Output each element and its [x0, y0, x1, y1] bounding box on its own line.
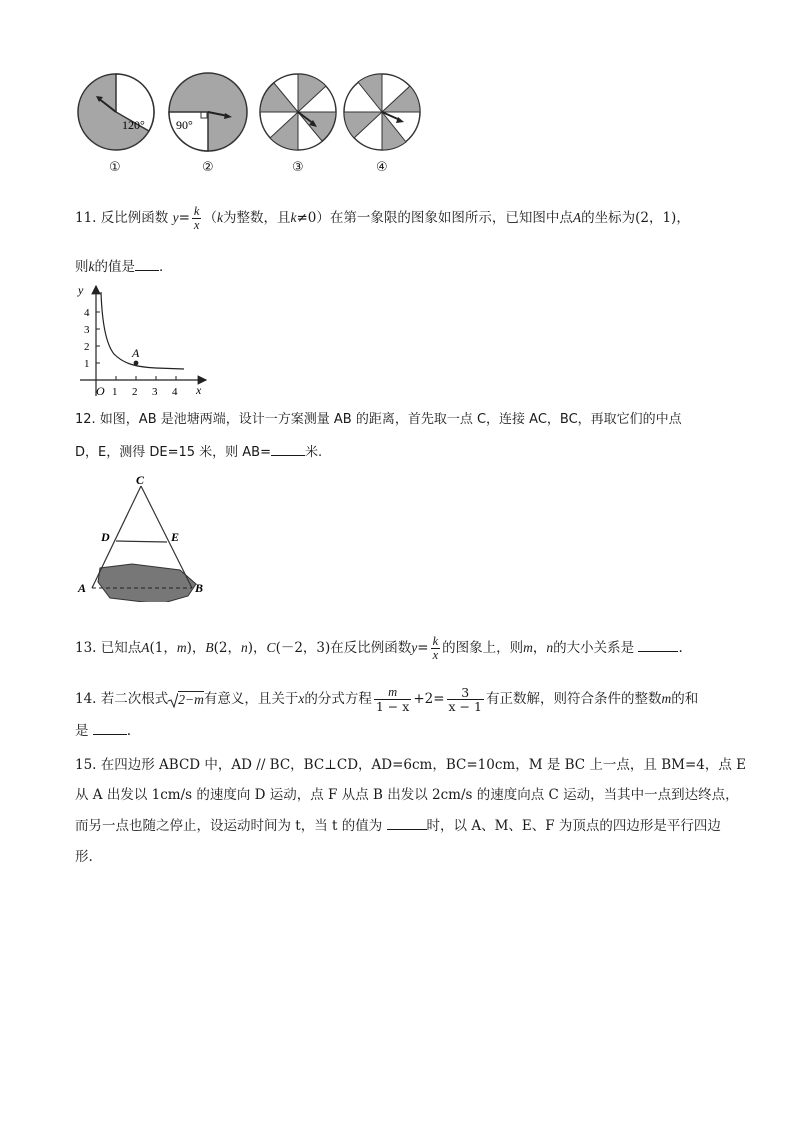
pond-triangle-figure: [70, 472, 220, 602]
question-11-line-1: [75, 205, 690, 232]
label-D: D: [101, 530, 110, 544]
inverse-function-graph: [76, 282, 216, 400]
q14-text-is: 是: [75, 723, 89, 739]
hyperbola-curve: [101, 292, 184, 369]
x-axis-label: x: [196, 383, 202, 397]
q11-text-value: 的值是: [94, 259, 135, 275]
x-tick-label: 1: [112, 386, 118, 398]
spinner-4: [344, 74, 420, 150]
answer-blank: [638, 639, 678, 652]
q14-text-3: 的分式方程: [304, 691, 372, 707]
q14-text-6: 的和: [671, 691, 699, 707]
fraction-k-over-x: [192, 205, 202, 232]
var-A: A: [141, 640, 150, 655]
angle-90-label: 90°: [176, 118, 193, 132]
spinner-figures: [70, 68, 430, 160]
y-tick-label: 2: [84, 341, 90, 353]
y-tick-label: 3: [84, 324, 90, 336]
answer-blank: [93, 722, 127, 735]
spinner-label-2: ②: [202, 160, 214, 175]
frac-denominator: x − 1: [448, 699, 482, 714]
x-tick-label: 4: [172, 386, 178, 398]
q13-text-1: 13. 已知点: [75, 640, 142, 656]
frac-denominator: x: [432, 648, 439, 662]
frac-numerator: 3: [461, 685, 470, 700]
spinner-label-3: ③: [292, 160, 304, 175]
x-tick-label: 2: [132, 386, 138, 398]
q11-text-1: 反比例函数: [100, 210, 169, 226]
origin-label: O: [96, 384, 105, 398]
var-m: m: [661, 691, 672, 706]
y-axis-label: y: [78, 283, 84, 297]
q13-text-4: (2，: [213, 640, 242, 656]
fraction-k-over-x: [431, 635, 441, 662]
frac-denominator: x: [193, 218, 200, 232]
var-k: k: [88, 259, 95, 274]
label-E: E: [171, 530, 180, 544]
q13-period: .: [678, 640, 683, 656]
q13-text-5: )，: [247, 640, 267, 656]
frac-numerator: k: [193, 204, 200, 218]
question-12-line-2: [75, 443, 322, 462]
question-15-line-3: [75, 817, 721, 835]
question-15-line-4: 形.: [75, 849, 93, 865]
q11-paren: （: [203, 210, 217, 226]
q15-text-a: 而另一点也随之停止，设运动时间为 t，当 t 的值为: [75, 818, 383, 834]
q14-text-1: 14. 若二次根式: [75, 691, 169, 707]
frac-numerator: m: [388, 685, 398, 699]
q13-text-8: ，: [532, 640, 547, 656]
question-11-line-2: [75, 258, 173, 276]
var-m: m: [176, 640, 187, 655]
point-A-label: A: [132, 346, 140, 360]
q14-text-2: 有意义，且关于: [203, 691, 299, 707]
label-C: C: [136, 473, 145, 487]
frac-denominator: 1 − x: [375, 699, 410, 714]
q13-text-9: 的大小关系是: [553, 640, 635, 656]
q12-text: D，E，测得 DE=15 米，则 AB=: [75, 445, 271, 460]
question-14-line-2: [75, 722, 131, 740]
question-15-line-2: 从 A 出发以 1cm/s 的速度向 D 运动，点 F 从点 B 出发以 2cm/s 的速度向点 C 运动，当其中一点到达终点，: [75, 787, 739, 803]
q11-text-5: 的坐标为(2，1)，: [581, 210, 690, 226]
answer-blank: [135, 258, 159, 271]
question-13: [75, 635, 683, 662]
spinner-label-1: ①: [109, 160, 121, 175]
var-y: y: [411, 640, 418, 655]
question-number: 11.: [75, 210, 97, 226]
frac-numerator: k: [432, 634, 439, 648]
var-B: B: [205, 640, 214, 655]
label-A: A: [78, 581, 87, 595]
q11-text-3: 为整数，且: [222, 210, 291, 226]
q13-text-7: 的图象上，则: [442, 640, 524, 656]
sqrt-radicand: 2−m: [178, 691, 204, 707]
q11-text-then: 则: [75, 259, 89, 275]
q13-text-2: (1，: [149, 640, 177, 656]
q12-unit: 米.: [304, 445, 323, 460]
var-x: x: [298, 691, 305, 706]
y-tick-label: 4: [84, 307, 90, 319]
q13-text-3: )，: [186, 640, 206, 656]
q11-period: ．: [159, 259, 173, 275]
spinner-3: [260, 74, 336, 150]
spinner-2: [169, 73, 247, 151]
angle-120-label: 120°: [122, 118, 145, 132]
spinner-1: [78, 74, 154, 150]
q11-text-4: ≠0）在第一象限的图象如图所示，已知图中点: [296, 210, 573, 226]
equals-sign: =: [178, 210, 190, 226]
q14-text-4: +2=: [413, 691, 445, 707]
var-k: k: [216, 210, 223, 225]
q13-text-6: (－2，3)在反比例函数: [275, 640, 412, 656]
radical-sign-icon: [168, 692, 178, 708]
var-k: k: [290, 210, 297, 225]
q15-text-b: 时，以 A、M、E、F 为顶点的四边形是平行四边: [426, 818, 721, 834]
segment-DE: [116, 541, 167, 542]
q14-text-5: 有正数解，则符合条件的整数: [485, 691, 662, 707]
question-14-line-1: [75, 686, 698, 713]
var-n: n: [546, 640, 554, 655]
y-tick-label: 1: [84, 358, 90, 370]
var-A: A: [572, 210, 582, 225]
sqrt-expression: [168, 691, 204, 709]
var-C: C: [266, 640, 276, 655]
answer-blank: [387, 817, 427, 830]
label-B: B: [195, 581, 204, 595]
x-tick-label: 3: [152, 386, 158, 398]
equals-sign: =: [417, 640, 429, 656]
spinner-label-4: ④: [376, 160, 388, 175]
answer-blank: [271, 443, 305, 456]
var-y: y: [172, 210, 179, 225]
question-15-line-1: 15. 在四边形 ABCD 中，AD // BC，BC⊥CD，AD=6cm，BC=10cm，M 是 BC 上一点，且 BM=4，点 E: [75, 757, 746, 773]
pond-shape: [98, 564, 196, 602]
q14-period: .: [126, 723, 132, 739]
fraction-m-over-1-minus-x: [374, 686, 411, 713]
question-12-line-1: 12. 如图，AB 是池塘两端，设计一方案测量 AB 的距离，首先取一点 C，连接 AC，BC，再取它们的中点: [75, 412, 682, 427]
point-A: [134, 361, 139, 366]
fraction-3-over-x-minus-1: [447, 686, 484, 713]
var-n: n: [241, 640, 248, 655]
var-m: m: [523, 640, 533, 655]
